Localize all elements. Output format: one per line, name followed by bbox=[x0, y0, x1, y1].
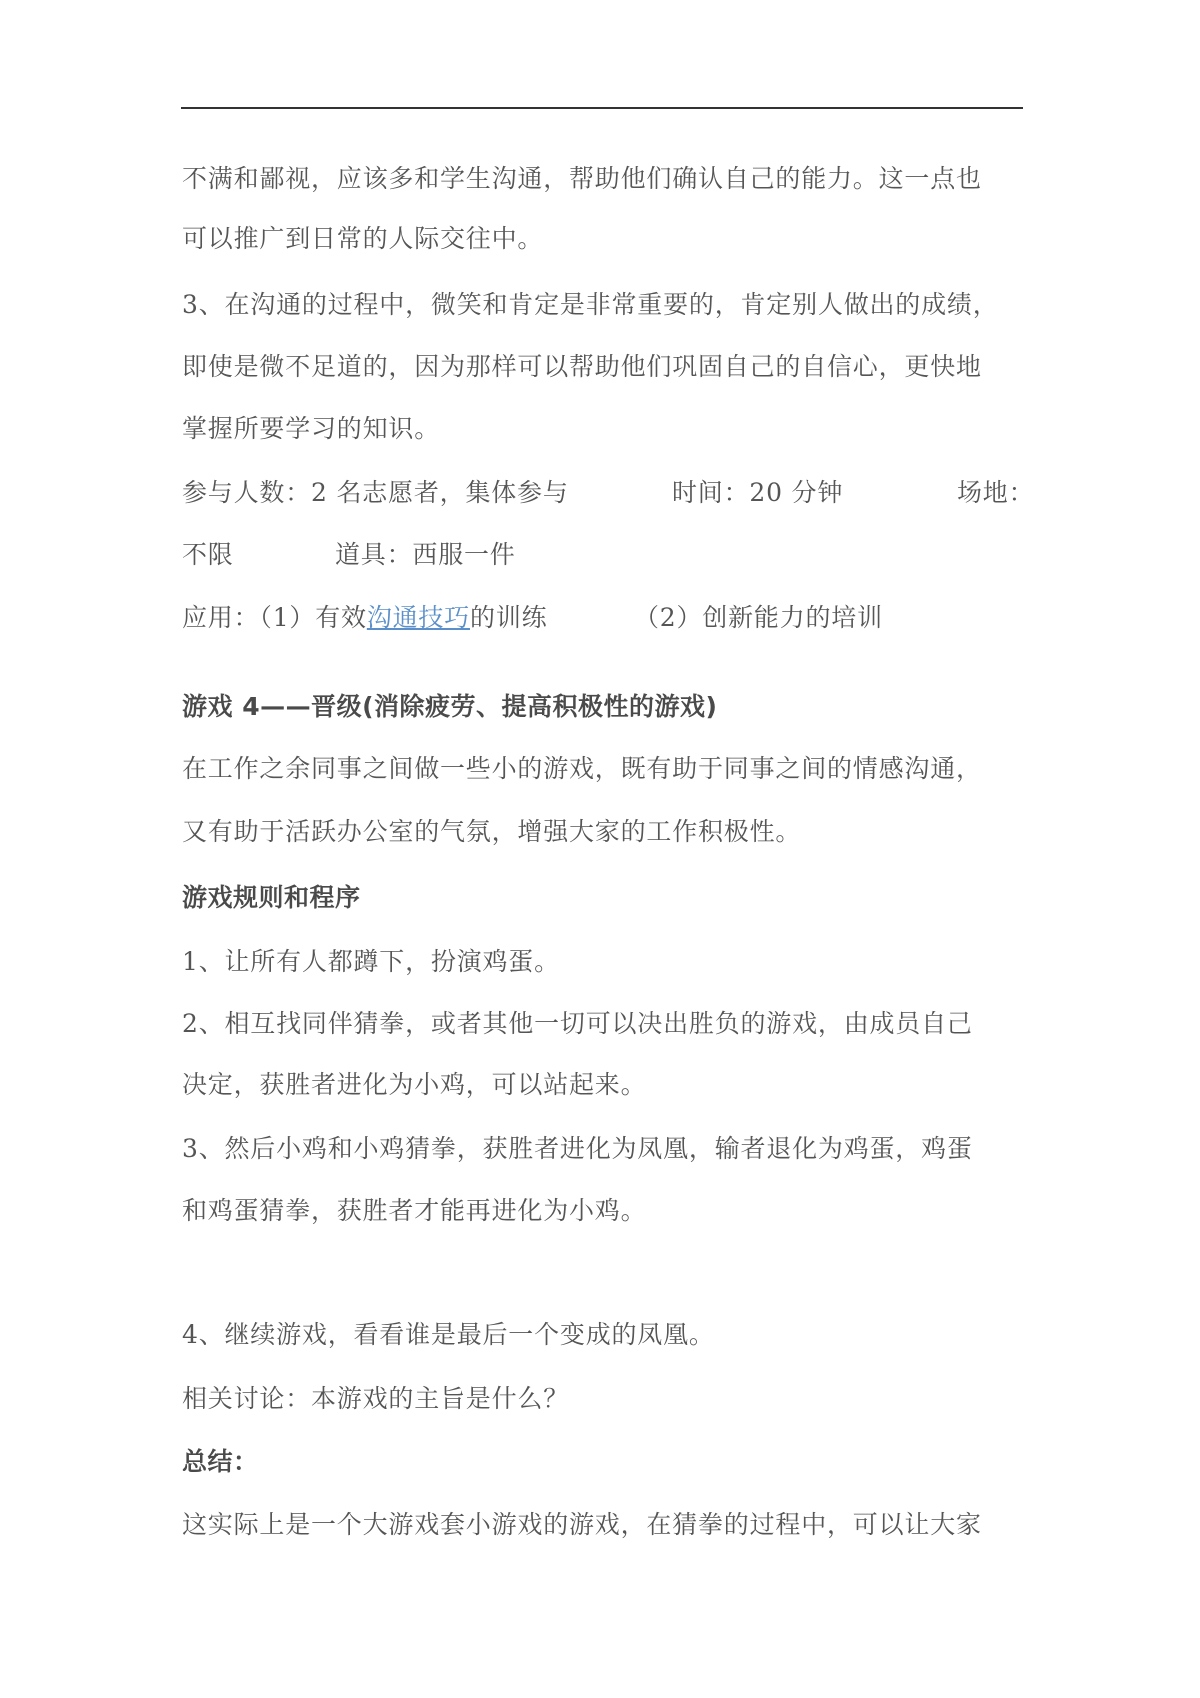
paragraph-line: 即使是微不足道的，因为那样可以帮助他们巩固自己的自信心，更快地 bbox=[182, 352, 982, 381]
application-text bbox=[182, 601, 547, 635]
paragraph-line: 3、在沟通的过程中，微笑和肯定是非常重要的，肯定别人做出的成绩， bbox=[182, 290, 999, 319]
time-text: 时间：20 分钟 bbox=[672, 478, 844, 507]
summary-line: 这实际上是一个大游戏套小游戏的游戏，在猜拳的过程中，可以让大家 bbox=[182, 1510, 982, 1539]
section-title: 游戏 4——晋级(消除疲劳、提高积极性的游戏) bbox=[182, 692, 718, 721]
participants-text: 参与人数：2 名志愿者，集体参与 bbox=[182, 478, 569, 507]
communication-skills-link[interactable]: 沟通技巧 bbox=[366, 603, 471, 632]
summary-heading: 总结： bbox=[182, 1447, 259, 1476]
application-item-2: （2）创新能力的培训 bbox=[634, 603, 883, 632]
rule-item: 和鸡蛋猜拳，获胜者才能再进化为小鸡。 bbox=[182, 1196, 647, 1225]
props-text: 道具：西服一件 bbox=[335, 540, 516, 569]
discussion-text: 相关讨论：本游戏的主旨是什么？ bbox=[182, 1384, 570, 1413]
paragraph-line: 可以推广到日常的人际交往中。 bbox=[182, 224, 544, 253]
paragraph-line: 掌握所要学习的知识。 bbox=[182, 414, 441, 443]
paragraph-line: 在工作之余同事之间做一些小的游戏，既有助于同事之间的情感沟通， bbox=[182, 754, 982, 783]
application-suffix: 的训练 bbox=[470, 603, 548, 632]
rule-item: 决定，获胜者进化为小鸡，可以站起来。 bbox=[182, 1070, 647, 1099]
paragraph-line: 不满和鄙视，应该多和学生沟通，帮助他们确认自己的能力。这一点也 bbox=[182, 164, 982, 193]
rule-item: 4、继续游戏，看看谁是最后一个变成的凤凰。 bbox=[182, 1320, 715, 1349]
rules-heading: 游戏规则和程序 bbox=[182, 883, 361, 912]
application-prefix: 应用：（1）有效 bbox=[182, 603, 367, 632]
paragraph-line: 又有助于活跃办公室的气氛，增强大家的工作积极性。 bbox=[182, 817, 802, 846]
venue-label: 场地： bbox=[957, 478, 1035, 507]
venue-value: 不限 bbox=[182, 540, 234, 569]
header-rule bbox=[181, 107, 1023, 109]
rule-item: 2、相互找同伴猜拳，或者其他一切可以决出胜负的游戏，由成员自己 bbox=[182, 1009, 973, 1038]
rule-item: 3、然后小鸡和小鸡猜拳，获胜者进化为凤凰，输者退化为鸡蛋，鸡蛋 bbox=[182, 1134, 973, 1163]
rule-item: 1、让所有人都蹲下，扮演鸡蛋。 bbox=[182, 947, 560, 976]
